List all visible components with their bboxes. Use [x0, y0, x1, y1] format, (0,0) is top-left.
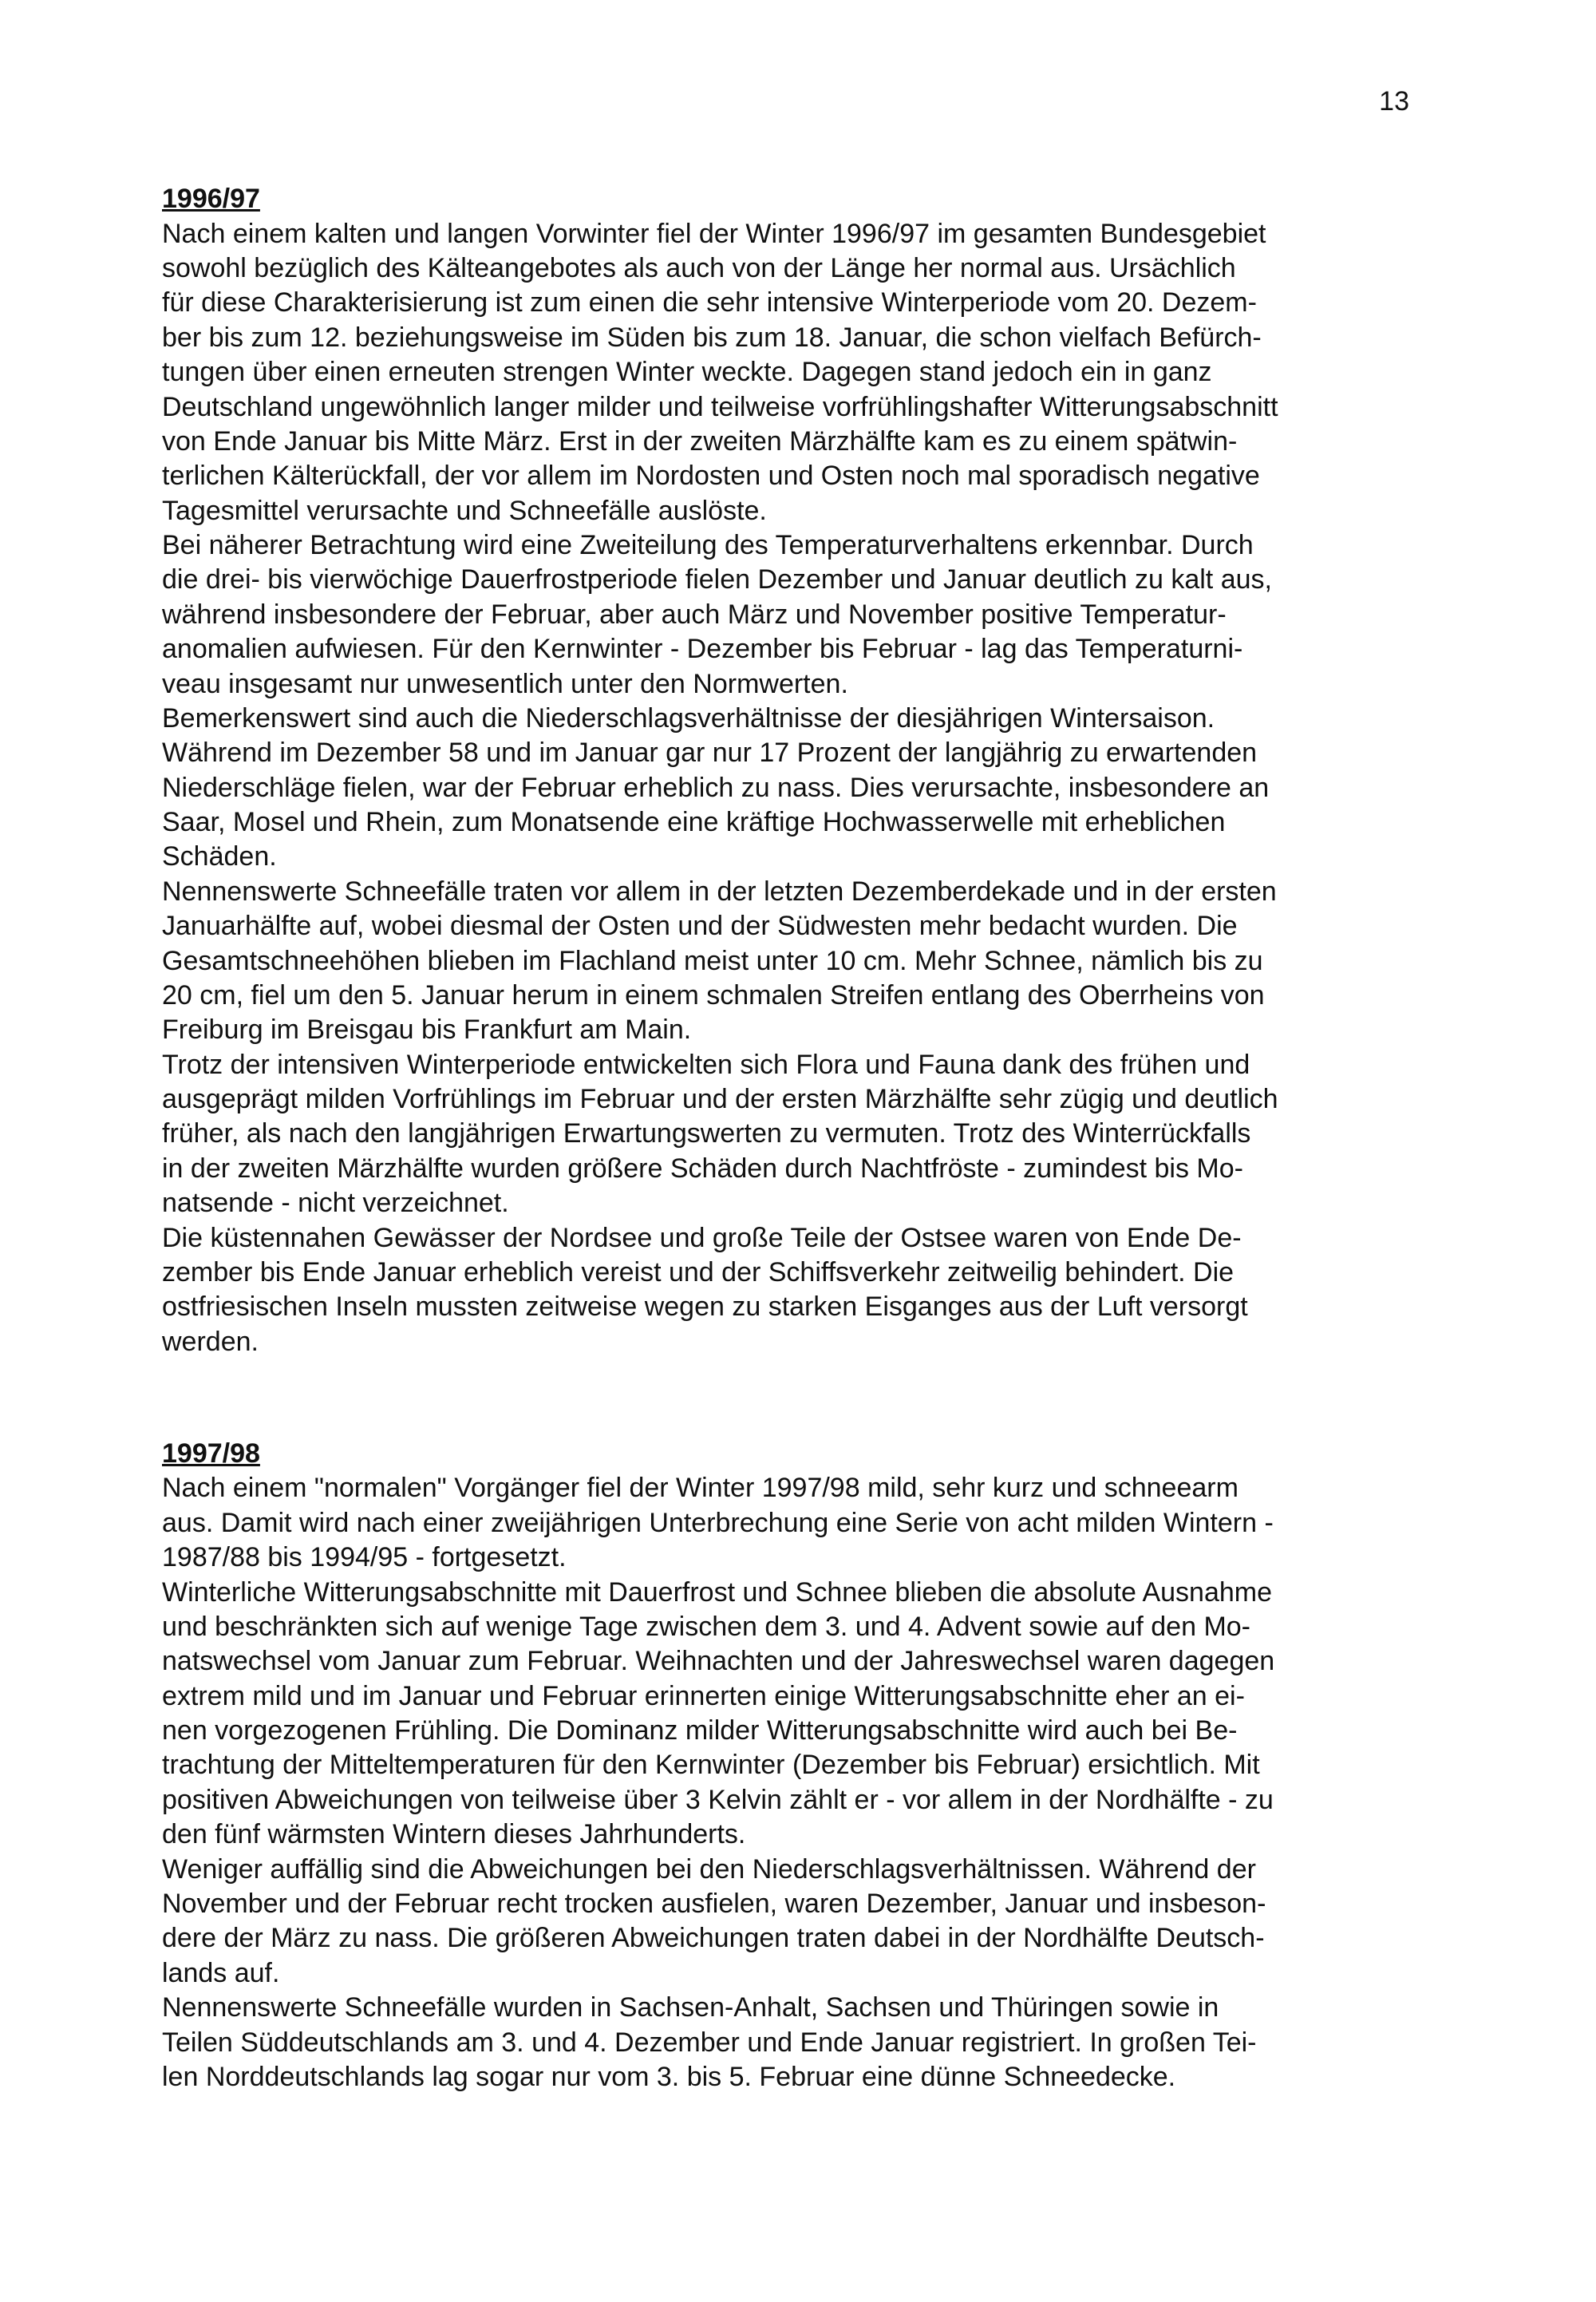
text-line: nen vorgezogenen Frühling. Die Dominanz milder Witterungsabschnitte wird auch bei Be-: [162, 1715, 1238, 1746]
text-line: Bemerkenswert sind auch die Niederschlagsverhältnisse der diesjährigen Wintersaison.: [162, 703, 1215, 734]
text-line: len Norddeutschlands lag sogar nur vom 3. bis 5. Februar eine dünne Schneedecke.: [162, 2062, 1176, 2092]
text-line: ausgeprägt milden Vorfrühlings im Februar und der ersten Märzhälfte sehr zügig und deutlich: [162, 1084, 1278, 1114]
text-line: natswechsel vom Januar zum Februar. Weihnachten und der Jahreswechsel waren dagegen: [162, 1646, 1275, 1676]
text-line: Nach einem "normalen" Vorgänger fiel der Winter 1997/98 mild, sehr kurz und schneearm: [162, 1473, 1238, 1503]
text-line: dere der März zu nass. Die größeren Abweichungen traten dabei in der Nordhälfte Deutsch-: [162, 1923, 1265, 1953]
text-line: anomalien aufwiesen. Für den Kernwinter - Dezember bis Februar - lag das Temperaturni-: [162, 634, 1243, 664]
text-line: Winterliche Witterungsabschnitte mit Dauerfrost und Schnee blieben die absolute Ausnahme: [162, 1577, 1272, 1608]
text-line: lands auf.: [162, 1958, 280, 1988]
text-line: November und der Februar recht trocken ausfielen, waren Dezember, Januar und insbeson-: [162, 1889, 1266, 1919]
text-line: sowohl bezüglich des Kälteangebotes als auch von der Länge her normal aus. Ursächlich: [162, 253, 1236, 283]
text-line: Gesamtschneehöhen blieben im Flachland meist unter 10 cm. Mehr Schnee, nämlich bis zu: [162, 946, 1263, 976]
text-line: trachtung der Mitteltemperaturen für den Kernwinter (Dezember bis Februar) ersichtlich. Mit: [162, 1750, 1260, 1780]
text-line: Saar, Mosel und Rhein, zum Monatsende eine kräftige Hochwasserwelle mit erheblichen: [162, 807, 1226, 837]
text-line: Tagesmittel verursachte und Schneefälle auslöste.: [162, 496, 767, 526]
text-line: in der zweiten Märzhälfte wurden größere Schäden durch Nachtfröste - zumindest bis Mo-: [162, 1153, 1243, 1184]
text-line: Freiburg im Breisgau bis Frankfurt am Main.: [162, 1015, 692, 1045]
text-line: von Ende Januar bis Mitte März. Erst in der zweiten Märzhälfte kam es zu einem spätwin-: [162, 426, 1238, 457]
text-line: 20 cm, fiel um den 5. Januar herum in einem schmalen Streifen entlang des Oberrheins von: [162, 980, 1265, 1011]
section-heading: 1997/98: [162, 1438, 260, 1469]
section-heading: 1996/97: [162, 184, 260, 214]
text-line: die drei- bis vierwöchige Dauerfrostperiode fielen Dezember und Januar deutlich zu kalt aus,: [162, 564, 1272, 595]
text-line: Nennenswerte Schneefälle traten vor allem in der letzten Dezemberdekade und in der ersten: [162, 876, 1277, 907]
text-line: für diese Charakterisierung ist zum einen die sehr intensive Winterperiode vom 20. Dezem-: [162, 287, 1257, 318]
text-line: Weniger auffällig sind die Abweichungen bei den Niederschlagsverhältnissen. Während der: [162, 1854, 1256, 1885]
text-line: Nach einem kalten und langen Vorwinter fiel der Winter 1996/97 im gesamten Bundesgebiet: [162, 219, 1266, 249]
text-line: tungen über einen erneuten strengen Winter weckte. Dagegen stand jedoch ein in ganz: [162, 357, 1212, 387]
text-line: natsende - nicht verzeichnet.: [162, 1188, 509, 1218]
text-line: Niederschläge fielen, war der Februar erheblich zu nass. Dies verursachte, insbesondere an: [162, 773, 1270, 803]
text-line: werden.: [162, 1327, 259, 1357]
text-line: den fünf wärmsten Wintern dieses Jahrhunderts.: [162, 1819, 746, 1849]
text-line: 1987/88 bis 1994/95 - fortgesetzt.: [162, 1542, 567, 1572]
text-line: früher, als nach den langjährigen Erwartungswerten zu vermuten. Trotz des Winterrückfalls: [162, 1118, 1251, 1149]
text-line: Nennenswerte Schneefälle wurden in Sachsen-Anhalt, Sachsen und Thüringen sowie in: [162, 1992, 1219, 2023]
text-line: während insbesondere der Februar, aber auch März und November positive Temperatur-: [162, 599, 1227, 630]
text-line: Januarhälfte auf, wobei diesmal der Osten und der Südwesten mehr bedacht wurden. Die: [162, 911, 1238, 941]
text-line: terlichen Kälterückfall, der vor allem im Nordosten und Osten noch mal sporadisch negative: [162, 461, 1260, 491]
text-line: aus. Damit wird nach einer zweijährigen Unterbrechung eine Serie von acht milden Wintern -: [162, 1508, 1274, 1538]
text-line: Trotz der intensiven Winterperiode entwickelten sich Flora und Fauna dank des frühen und: [162, 1050, 1250, 1080]
text-line: positiven Abweichungen von teilweise über 3 Kelvin zählt er - vor allem in der Nordhälfte - zu: [162, 1785, 1274, 1815]
text-line: Teilen Süddeutschlands am 3. und 4. Dezember und Ende Januar registriert. In großen Tei-: [162, 2027, 1257, 2058]
text-line: Deutschland ungewöhnlich langer milder und teilweise vorfrühlingshafter Witterungsabschnitt: [162, 392, 1278, 422]
text-line: extrem mild und im Januar und Februar erinnerten einige Witterungsabschnitte eher an ei-: [162, 1681, 1245, 1711]
text-line: veau insgesamt nur unwesentlich unter den Normwerten.: [162, 669, 848, 699]
page-number: 13: [1379, 86, 1409, 117]
text-line: Während im Dezember 58 und im Januar gar nur 17 Prozent der langjährig zu erwartenden: [162, 738, 1258, 768]
text-line: und beschränkten sich auf wenige Tage zwischen dem 3. und 4. Advent sowie auf den Mo-: [162, 1612, 1251, 1642]
text-line: Schäden.: [162, 841, 277, 872]
text-line: ber bis zum 12. beziehungsweise im Süden bis zum 18. Januar, die schon vielfach Befürch-: [162, 322, 1262, 353]
text-line: Die küstennahen Gewässer der Nordsee und große Teile der Ostsee waren von Ende De-: [162, 1223, 1242, 1253]
text-line: zember bis Ende Januar erheblich vereist und der Schiffsverkehr zeitweilig behindert. Die: [162, 1257, 1235, 1287]
text-line: Bei näherer Betrachtung wird eine Zweiteilung des Temperaturverhaltens erkennbar. Durch: [162, 530, 1254, 560]
text-line: ostfriesischen Inseln mussten zeitweise wegen zu starken Eisganges aus der Luft versorgt: [162, 1291, 1248, 1322]
